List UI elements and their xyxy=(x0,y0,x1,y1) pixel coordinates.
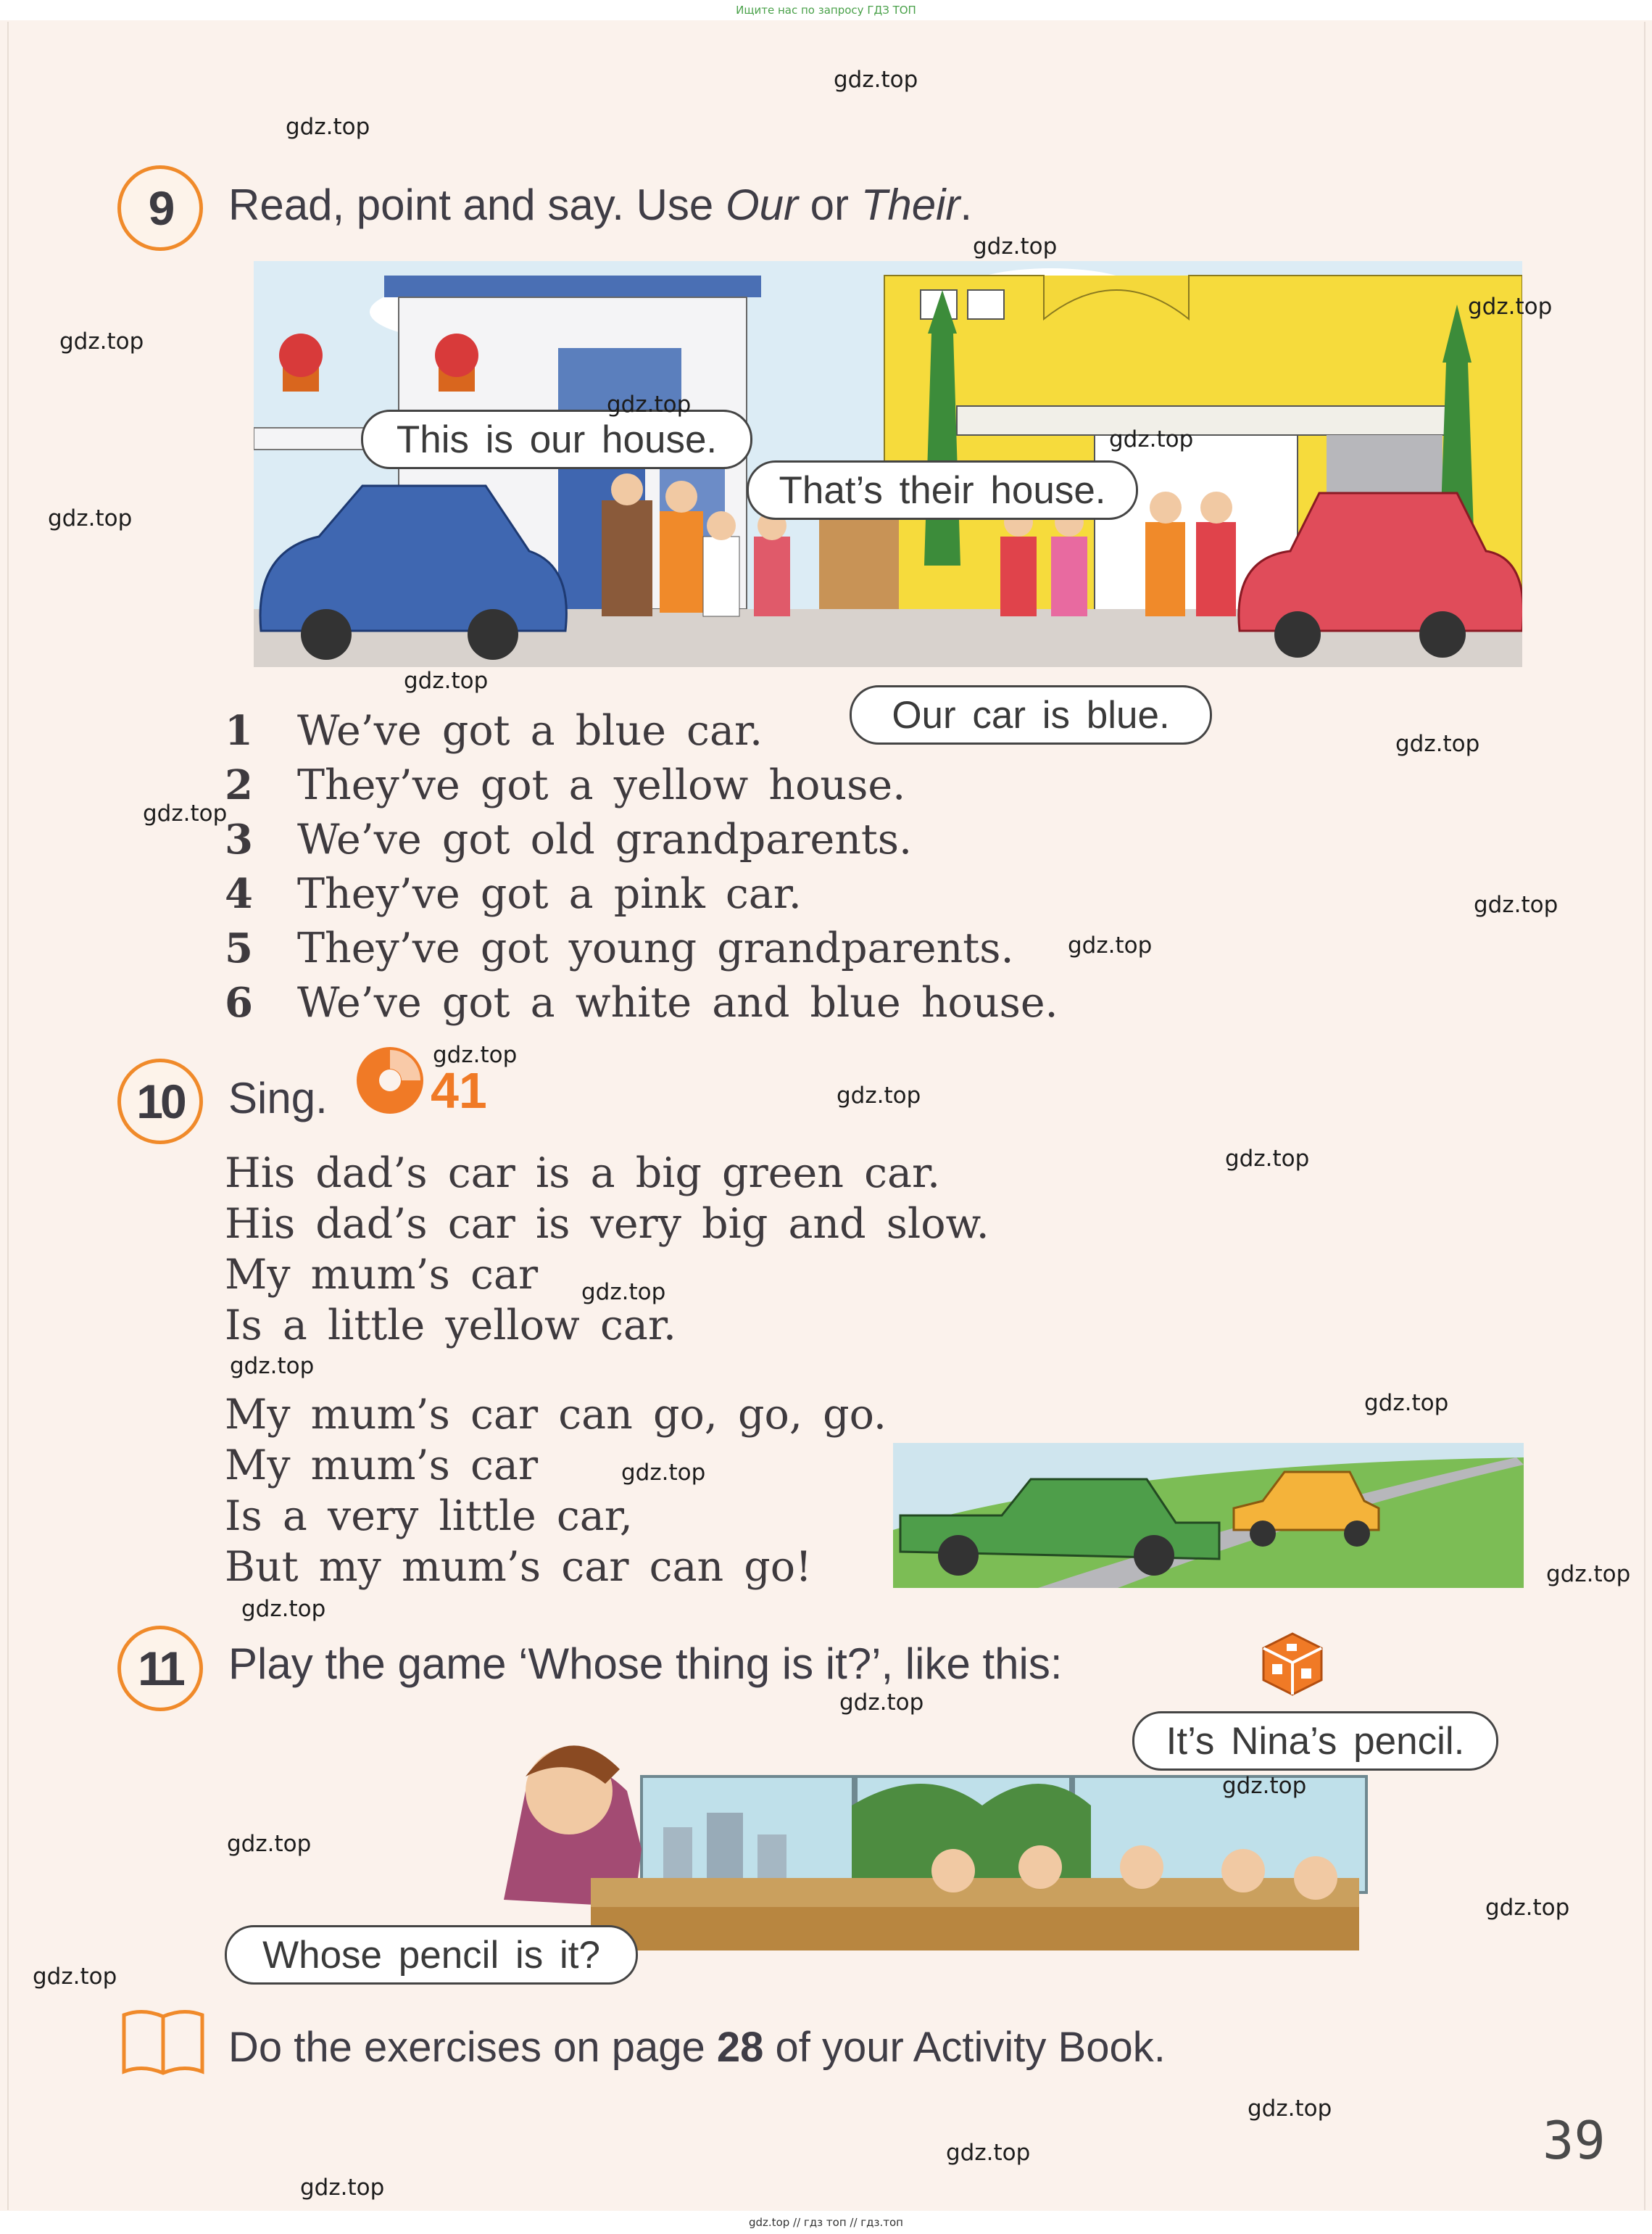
exercise-10-number: 10 xyxy=(117,1059,203,1144)
exercise-11-number: 11 xyxy=(117,1626,203,1711)
item-text: They’ve got a yellow house. xyxy=(297,761,906,809)
watermark: gdz.top xyxy=(1395,731,1480,757)
watermark: gdz.top xyxy=(839,1689,924,1716)
watermark: gdz.top xyxy=(1468,294,1553,320)
watermark: gdz.top xyxy=(33,1964,117,1990)
watermark: gdz.top xyxy=(581,1279,666,1305)
item-number: 2 xyxy=(225,761,253,809)
watermark: gdz.top xyxy=(227,1831,312,1857)
watermark: gdz.top xyxy=(230,1353,315,1379)
page-number: 39 xyxy=(1543,2110,1606,2171)
watermark: gdz.top xyxy=(837,1083,921,1109)
item-text: We’ve got a white and blue house. xyxy=(297,979,1058,1027)
exercise-11-heading: Play the game ‘Whose thing is it?’, like this: xyxy=(228,1639,1063,1688)
watermark: gdz.top xyxy=(404,668,489,694)
bubble-question: Whose pencil is it? xyxy=(225,1925,638,1985)
item-text: We’ve got a blue car. xyxy=(297,707,763,755)
watermark: gdz.top xyxy=(241,1596,326,1622)
watermark: gdz.top xyxy=(286,114,370,140)
watermark: gdz.top xyxy=(607,392,692,418)
song-line: But my mum’s car can go! xyxy=(225,1543,813,1591)
item-number: 6 xyxy=(225,979,253,1027)
bubble-their-house: That’s their house. xyxy=(747,460,1138,520)
activity-book-instruction: Do the exercises on page 28 of your Activity Book. xyxy=(228,2024,1166,2071)
bubble-example: Our car is blue. xyxy=(850,685,1212,745)
watermark: gdz.top xyxy=(1474,892,1558,918)
song-line: Is a little yellow car. xyxy=(225,1302,676,1349)
track-number: 41 xyxy=(431,1062,487,1119)
watermark: gdz.top xyxy=(433,1042,518,1068)
song-line: My mum’s car xyxy=(225,1441,539,1489)
exercise-10-heading: Sing. xyxy=(228,1074,328,1122)
item-text: They’ve got young grandparents. xyxy=(297,924,1014,972)
footer-banner: gdz.top // гдз топ // гдз.топ xyxy=(0,2211,1652,2234)
item-number: 1 xyxy=(225,707,253,755)
watermark: gdz.top xyxy=(834,67,918,93)
song-line: His dad’s car is a big green car. xyxy=(225,1149,941,1197)
cars-illustration xyxy=(893,1443,1524,1588)
watermark: gdz.top xyxy=(621,1460,706,1486)
watermark: gdz.top xyxy=(1364,1390,1449,1416)
item-number: 3 xyxy=(225,816,253,864)
song-line: My mum’s car xyxy=(225,1251,539,1299)
exercise-9-heading: Read, point and say. Use Our or Their. xyxy=(228,181,973,229)
bubble-our-house: This is our house. xyxy=(361,410,752,469)
watermark: gdz.top xyxy=(946,2140,1031,2166)
bubble-answer: It’s Nina’s pencil. xyxy=(1132,1711,1498,1771)
exercise-9-number: 9 xyxy=(117,165,203,251)
watermark: gdz.top xyxy=(48,505,133,531)
item-text: We’ve got old grandparents. xyxy=(297,816,913,864)
watermark: gdz.top xyxy=(143,800,228,827)
song-line: His dad’s car is very big and slow. xyxy=(225,1200,989,1248)
watermark: gdz.top xyxy=(1546,1561,1631,1587)
item-number: 5 xyxy=(225,924,253,972)
top-banner: Ищите нас по запросу ГДЗ ТОП xyxy=(0,0,1652,20)
dice-game-icon xyxy=(1258,1628,1327,1697)
watermark: gdz.top xyxy=(973,233,1058,260)
watermark: gdz.top xyxy=(300,2175,385,2201)
watermark: gdz.top xyxy=(1225,1146,1310,1172)
watermark: gdz.top xyxy=(1109,426,1194,452)
watermark: gdz.top xyxy=(1485,1895,1570,1921)
cd-icon xyxy=(354,1044,426,1117)
watermark: gdz.top xyxy=(1248,2096,1332,2122)
watermark: gdz.top xyxy=(1068,932,1153,959)
activity-book-icon xyxy=(120,2005,207,2077)
watermark: gdz.top xyxy=(59,328,144,355)
watermark: gdz.top xyxy=(1222,1773,1307,1799)
item-text: They’ve got a pink car. xyxy=(297,870,802,918)
song-line: Is a very little car, xyxy=(225,1492,633,1540)
item-number: 4 xyxy=(225,870,253,918)
song-line: My mum’s car can go, go, go. xyxy=(225,1391,887,1439)
